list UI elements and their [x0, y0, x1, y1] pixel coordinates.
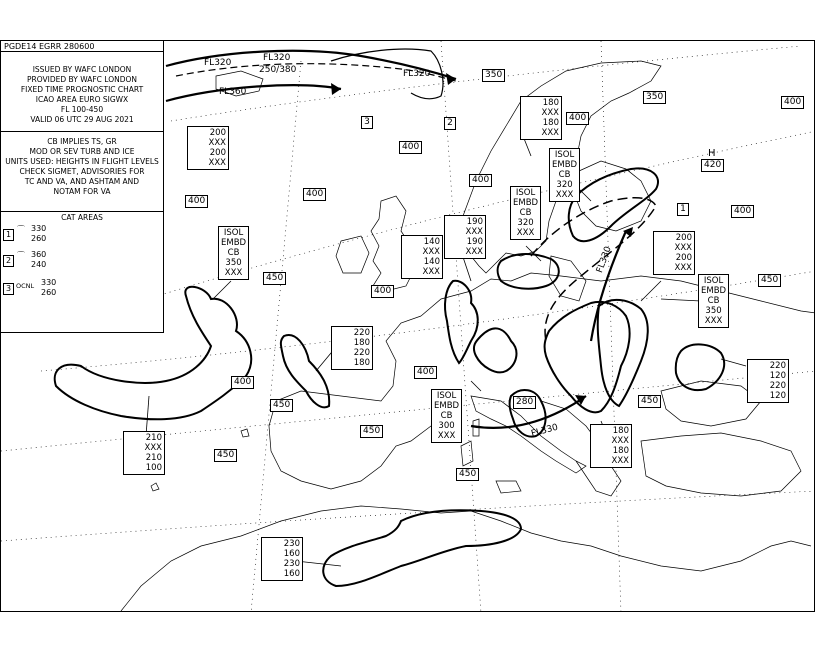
cb-line: EMBD [552, 160, 578, 170]
cb-line: CB [707, 296, 720, 306]
tropopause-height: 400 [566, 112, 589, 125]
tropopause-height: 350 [482, 69, 505, 82]
cb-line: XXX [704, 316, 723, 326]
legend-line: MOD OR SEV TURB AND ICE [29, 147, 135, 156]
ice-top: 210 [145, 453, 162, 463]
cat-area-number: 1 [3, 229, 14, 241]
turb-ice-box [123, 431, 165, 475]
ice-bottom: 160 [283, 569, 300, 579]
turb-top: 210 [145, 433, 162, 443]
cb-info-box [218, 226, 249, 280]
cb-info-box [510, 186, 541, 240]
cb-line: EMBD [513, 198, 539, 208]
cat-area-bottom: 260 [41, 288, 57, 297]
turb-top: 200 [675, 233, 692, 243]
tropopause-height: 450 [263, 272, 286, 285]
ice-top: 180 [612, 446, 629, 456]
tropopause-height: 400 [414, 366, 437, 379]
ice-bottom: 180 [353, 358, 370, 368]
tropopause-height: 350 [643, 91, 666, 104]
turb-bottom: 120 [769, 371, 786, 381]
tropopause-height: 450 [214, 449, 237, 462]
ice-top: 230 [283, 559, 300, 569]
ice-top: 140 [423, 257, 440, 267]
tropopause-height: 450 [758, 274, 781, 287]
cb-info-box [549, 148, 580, 202]
ice-bottom: 100 [145, 463, 162, 473]
cb-line: ISOL [703, 276, 724, 286]
sigwx-chart [0, 40, 815, 612]
turb-bottom: XXX [611, 436, 629, 446]
cb-line: EMBD [434, 401, 460, 411]
legend-line: VALID 06 UTC 29 AUG 2021 [30, 115, 134, 124]
ice-top: 200 [675, 253, 692, 263]
cb-line: CB [440, 411, 453, 421]
turb-ice-box [520, 96, 562, 140]
turb-ice-box [653, 231, 695, 275]
tropopause-height: 400 [303, 188, 326, 201]
turb-ice-box [401, 235, 443, 279]
cb-line: ISOL [223, 228, 244, 238]
jet-label: FL330 [530, 422, 560, 440]
cat-area-number: 3 [3, 283, 14, 295]
cb-info-box [698, 274, 729, 328]
turb-bottom: 160 [283, 549, 300, 559]
jet-label: FL320 [403, 69, 431, 79]
legend-line: ISSUED BY WAFC LONDON [32, 65, 132, 74]
legend-line: FL 100-450 [60, 105, 104, 114]
jet-label: FL320 [204, 58, 232, 68]
legend-line: TC AND VA, AND ASHTAM AND [24, 177, 140, 186]
cat-area-3 [3, 278, 153, 300]
tropopause-height: 420 [701, 159, 724, 172]
ice-bottom: XXX [422, 267, 440, 277]
ice-top: 200 [209, 148, 226, 158]
cb-line: 350 [225, 258, 242, 268]
tropopause-height: 400 [185, 195, 208, 208]
tropopause-height: 400 [781, 96, 804, 109]
ice-bottom: XXX [541, 128, 559, 138]
turb-bottom: XXX [465, 227, 483, 237]
turb-ice-box [444, 215, 486, 259]
tropopause-height: 450 [638, 395, 661, 408]
turb-bottom: 180 [353, 338, 370, 348]
cb-line: EMBD [221, 238, 247, 248]
ice-top: 180 [542, 118, 559, 128]
jet-label: FL320 [263, 53, 291, 63]
cb-line: EMBD [701, 286, 727, 296]
cat-area-number: 2 [3, 255, 14, 267]
legend-line: NOTAM FOR VA [53, 187, 111, 196]
cat-area-top: 330 [31, 224, 47, 233]
cb-line: XXX [224, 268, 243, 278]
cat-area-ref: 3 [361, 116, 373, 129]
tropopause-height: 280 [513, 396, 536, 409]
ice-bottom: XXX [674, 263, 692, 273]
pointer-lines [146, 131, 746, 566]
turb-ice-box [331, 326, 373, 370]
turb-top: 140 [423, 237, 440, 247]
cat-area-top: 330 [41, 278, 57, 287]
legend-line: FIXED TIME PROGNOSTIC CHART [20, 85, 144, 94]
cat-area-top: 360 [31, 250, 47, 259]
legend-line: CHECK SIGMET, ADVISORIES FOR [19, 167, 145, 176]
tropopause-height: 450 [270, 399, 293, 412]
turbulence-icon: ⌒ [17, 225, 25, 234]
cb-line: 320 [556, 180, 573, 190]
turb-top: 200 [209, 128, 226, 138]
cb-line: 320 [517, 218, 534, 228]
turb-bottom: XXX [422, 247, 440, 257]
turbulence-icon: ⌒ [17, 251, 25, 260]
ice-bottom: XXX [208, 158, 226, 168]
jet-label: 250/380 [259, 65, 297, 75]
turb-ice-box [187, 126, 229, 170]
cb-line: 300 [438, 421, 455, 431]
cb-line: ISOL [515, 188, 536, 198]
tropopause-height: 400 [231, 376, 254, 389]
tropopause-height: 400 [469, 174, 492, 187]
jet-label: FL330 [595, 245, 614, 275]
tropopause-height: 450 [360, 425, 383, 438]
legend-notes [1, 132, 163, 212]
cb-line: ISOL [554, 150, 575, 160]
cb-line: CB [519, 208, 532, 218]
turb-top: 220 [353, 328, 370, 338]
turb-top: 230 [283, 539, 300, 549]
legend-line: PROVIDED BY WAFC LONDON [26, 75, 137, 84]
tropopause-height: 450 [456, 468, 479, 481]
turb-bottom: XXX [674, 243, 692, 253]
cb-line: XXX [516, 228, 535, 238]
cb-line: XXX [437, 431, 456, 441]
ice-bottom: XXX [611, 456, 629, 466]
cat-area-bottom: 240 [31, 260, 47, 269]
ice-top: 190 [466, 237, 483, 247]
cat-area-bottom: 260 [31, 234, 47, 243]
chart-id-header: PGDE14 EGRR 280600 [1, 41, 164, 52]
high-pressure-marker: H [708, 148, 716, 159]
turb-ice-box [261, 537, 303, 581]
legend-issued [1, 52, 163, 132]
legend-line: ICAO AREA EURO SIGWX [35, 95, 129, 104]
turb-top: 190 [466, 217, 483, 227]
turb-bottom: XXX [208, 138, 226, 148]
ice-top: 220 [353, 348, 370, 358]
tropopause-height: 400 [731, 205, 754, 218]
turb-ice-box [590, 424, 632, 468]
legend-line: UNITS USED: HEIGHTS IN FLIGHT LEVELS [5, 157, 159, 166]
ice-top: 220 [769, 381, 786, 391]
cat-area-1 [3, 224, 153, 246]
cb-line: XXX [555, 190, 574, 200]
ice-bottom: 120 [769, 391, 786, 401]
legend-panel [1, 52, 164, 333]
cat-area-ref: 1 [677, 203, 689, 216]
legend-line: CB IMPLIES TS, GR [47, 137, 117, 146]
turb-top: 180 [612, 426, 629, 436]
cb-line: ISOL [436, 391, 457, 401]
tropopause-height: 400 [399, 141, 422, 154]
cb-line: CB [227, 248, 240, 258]
legend-cat-areas [1, 212, 163, 332]
cb-line: CB [558, 170, 571, 180]
tropopause-height: 400 [371, 285, 394, 298]
cat-areas-title: CAT AREAS [61, 213, 103, 222]
jet-label: FL360 [219, 87, 247, 97]
ice-bottom: XXX [465, 247, 483, 257]
cat-area-ref: 2 [444, 117, 456, 130]
turb-top: 180 [542, 98, 559, 108]
cb-line: 350 [705, 306, 722, 316]
cat-area-ocnl: OCNL [16, 282, 35, 290]
cb-info-box [431, 389, 462, 443]
turb-bottom: XXX [144, 443, 162, 453]
turb-top: 220 [769, 361, 786, 371]
turb-bottom: XXX [541, 108, 559, 118]
turb-ice-box [747, 359, 789, 403]
cat-area-2 [3, 250, 153, 272]
